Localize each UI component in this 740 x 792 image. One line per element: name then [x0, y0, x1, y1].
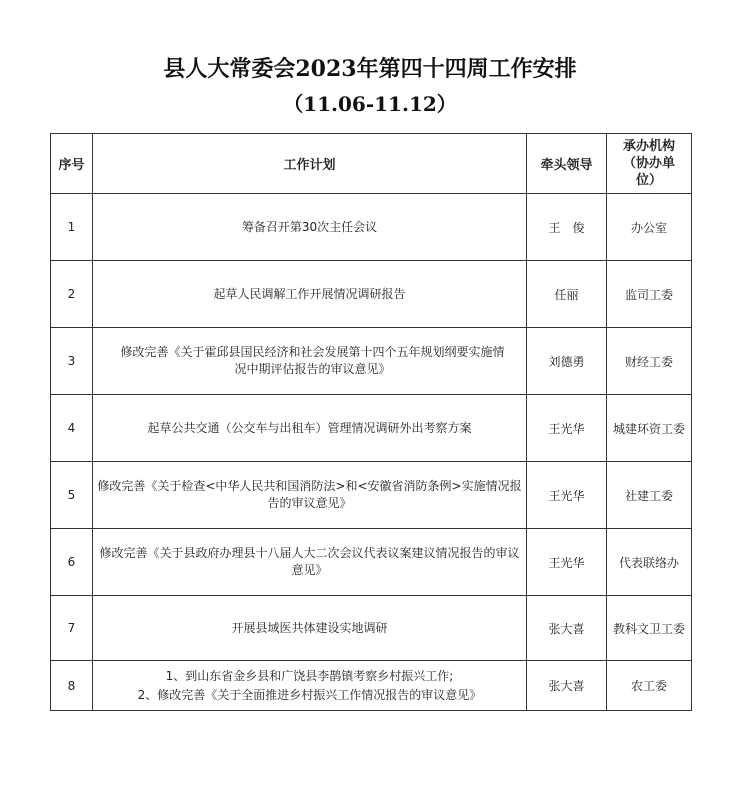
cell-leader: 王光华: [527, 529, 607, 596]
cell-plan: 开展县域医共体建设实地调研: [93, 596, 527, 661]
table-row: [51, 395, 692, 462]
cell-org: 代表联络办: [607, 529, 692, 596]
cell-org: 农工委: [607, 661, 692, 711]
cell-leader: 张大喜: [527, 661, 607, 711]
cell-leader: 张大喜: [527, 596, 607, 661]
cell-plan: 起草公共交通（公交车与出租车）管理情况调研外出考察方案: [93, 395, 527, 462]
cell-plan: 起草人民调解工作开展情况调研报告: [93, 261, 527, 328]
header-leader: 牵头领导: [527, 134, 607, 194]
page-title: 县人大常委会2023年第四十四周工作安排: [163, 56, 577, 82]
table-row: [51, 529, 692, 596]
cell-org: 社建工委: [607, 462, 692, 529]
cell-org: 办公室: [607, 194, 692, 261]
cell-org: 城建环资工委: [607, 395, 692, 462]
table-row: [51, 328, 692, 395]
cell-leader: 任丽: [527, 261, 607, 328]
cell-org: 财经工委: [607, 328, 692, 395]
cell-leader: 王光华: [527, 395, 607, 462]
table-row: [51, 596, 692, 661]
cell-leader: 王光华: [527, 462, 607, 529]
cell-leader: 刘德勇: [527, 328, 607, 395]
cell-plan: 修改完善《关于县政府办理县十八届人大二次会议代表议案建议情况报告的审议意见》: [93, 529, 527, 596]
header-no: 序号: [51, 134, 93, 194]
cell-no: 1: [51, 194, 93, 261]
cell-plan: 修改完善《关于霍邱县国民经济和社会发展第十四个五年规划纲要实施情况中期评估报告的审议意见》: [93, 328, 527, 395]
plan-item-1: 1、到山东省金乡县和广饶县李鹊镇考察乡村振兴工作;: [165, 668, 454, 683]
cell-no: 4: [51, 395, 93, 462]
cell-leader: 王 俊: [527, 194, 607, 261]
table-row: [51, 661, 692, 711]
cell-no: 8: [51, 661, 93, 711]
cell-no: 5: [51, 462, 93, 529]
cell-no: 3: [51, 328, 93, 395]
cell-no: 6: [51, 529, 93, 596]
page-subtitle-date-range: （11.06-11.12）: [283, 92, 457, 116]
cell-org: 监司工委: [607, 261, 692, 328]
cell-plan: 修改完善《关于检查<中华人民共和国消防法>和<安徽省消防条例>实施情况报告的审议意见》: [93, 462, 527, 529]
schedule-table: [50, 133, 692, 711]
table-row: [51, 261, 692, 328]
cell-no: 2: [51, 261, 93, 328]
plan-item-2: 2、修改完善《关于全面推进乡村振兴工作情况报告的审议意见》: [137, 687, 482, 702]
header-org: 承办机构（协办单位）: [607, 134, 692, 194]
cell-plan: 筹备召开第30次主任会议: [93, 194, 527, 261]
table-header-row: [51, 134, 692, 194]
table-row: [51, 462, 692, 529]
cell-org: 教科文卫工委: [607, 596, 692, 661]
table-row: [51, 194, 692, 261]
header-plan: 工作计划: [93, 134, 527, 194]
cell-plan: [93, 661, 527, 711]
cell-no: 7: [51, 596, 93, 661]
